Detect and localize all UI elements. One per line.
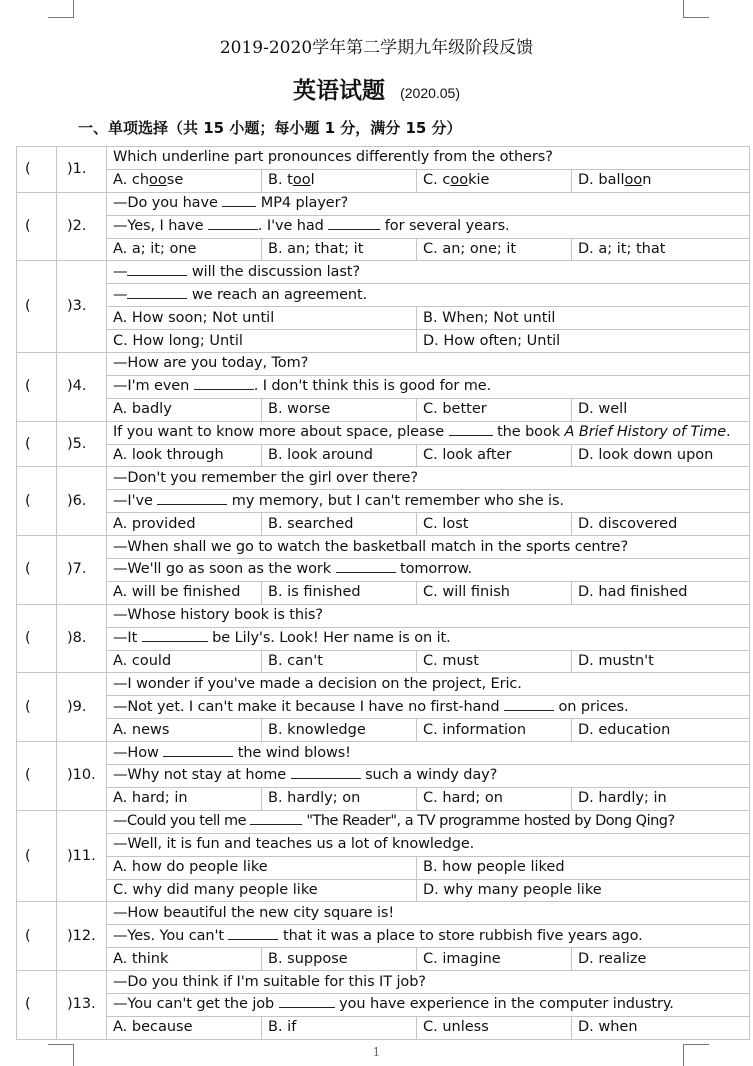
answer-blank[interactable] <box>250 811 302 825</box>
question-stem: Which underline part pronounces differently from the others? <box>107 147 750 170</box>
options-row <box>17 307 750 330</box>
question-row <box>17 284 750 307</box>
options-row <box>17 169 750 192</box>
question-number: )8. <box>57 604 107 673</box>
option-b: B. can't <box>262 650 417 673</box>
question-row <box>17 261 750 284</box>
question-number: )6. <box>57 467 107 536</box>
question-row <box>17 375 750 398</box>
answer-blank[interactable] <box>208 216 258 230</box>
option-b: B. hardly; on <box>262 787 417 810</box>
question-stem: —Could you tell me "The Reader", a TV programme hosted by Dong Qing? <box>107 810 750 833</box>
option-a: A. badly <box>107 398 262 421</box>
question-number: )10. <box>57 742 107 811</box>
answer-bracket: ( <box>17 902 57 971</box>
question-number: )2. <box>57 192 107 261</box>
options-row <box>17 787 750 810</box>
question-stem: —Well, it is fun and teaches us a lot of knowledge. <box>107 833 750 856</box>
question-row <box>17 765 750 788</box>
option-b: B. knowledge <box>262 719 417 742</box>
question-row <box>17 215 750 238</box>
option-b: B. searched <box>262 513 417 536</box>
section-heading: 一、单项选择（共 15 小题；每小题 1 分，满分 15 分） <box>78 119 462 137</box>
options-row <box>17 238 750 261</box>
option-a: A. will be finished <box>107 581 262 604</box>
option-a: A. hard; in <box>107 787 262 810</box>
answer-blank[interactable] <box>222 193 256 207</box>
option-a: A. choose <box>107 169 262 192</box>
question-stem: —We'll go as soon as the work tomorrow. <box>107 559 750 582</box>
option-d: D. discovered <box>572 513 750 536</box>
question-row <box>17 147 750 170</box>
answer-bracket: ( <box>17 673 57 742</box>
question-row <box>17 971 750 994</box>
option-a: A. news <box>107 719 262 742</box>
question-row <box>17 536 750 559</box>
question-number: )1. <box>57 147 107 193</box>
option-b: B. is finished <box>262 581 417 604</box>
question-row <box>17 833 750 856</box>
option-d: D. when <box>572 1016 750 1039</box>
question-row <box>17 627 750 650</box>
question-row <box>17 604 750 627</box>
options-row <box>17 444 750 467</box>
answer-blank[interactable] <box>336 559 396 573</box>
option-d: D. had finished <box>572 581 750 604</box>
answer-blank[interactable] <box>194 376 254 390</box>
options-row <box>17 879 750 902</box>
answer-blank[interactable] <box>291 765 361 779</box>
exam-title: 英语试题 <box>292 77 385 104</box>
option-d: D. hardly; in <box>572 787 750 810</box>
option-b: B. When; Not until <box>417 307 750 330</box>
question-row <box>17 192 750 215</box>
options-row <box>17 581 750 604</box>
question-number: )13. <box>57 971 107 1040</box>
options-row <box>17 856 750 879</box>
option-d: D. realize <box>572 948 750 971</box>
option-a: A. a; it; one <box>107 238 262 261</box>
option-c: C. why did many people like <box>107 879 417 902</box>
question-row <box>17 696 750 719</box>
answer-blank[interactable] <box>127 285 187 299</box>
options-row <box>17 948 750 971</box>
question-stem: —How are you today, Tom? <box>107 353 750 376</box>
option-a: A. could <box>107 650 262 673</box>
option-c: C. will finish <box>417 581 572 604</box>
answer-bracket: ( <box>17 742 57 811</box>
option-c: C. unless <box>417 1016 572 1039</box>
answer-bracket: ( <box>17 192 57 261</box>
option-c: C. better <box>417 398 572 421</box>
option-d: D. How often; Until <box>417 330 750 353</box>
answer-bracket: ( <box>17 261 57 353</box>
option-d: D. mustn't <box>572 650 750 673</box>
option-c: C. an; one; it <box>417 238 572 261</box>
option-d: D. education <box>572 719 750 742</box>
option-a: A. how do people like <box>107 856 417 879</box>
question-stem: —Yes, I have . I've had for several years. <box>107 215 750 238</box>
option-d: D. a; it; that <box>572 238 750 261</box>
question-stem: —I wonder if you've made a decision on the project, Eric. <box>107 673 750 696</box>
option-c: C. hard; on <box>417 787 572 810</box>
option-d: D. balloon <box>572 169 750 192</box>
question-stem: —I'm even . I don't think this is good for me. <box>107 375 750 398</box>
answer-blank[interactable] <box>157 491 227 505</box>
answer-bracket: ( <box>17 421 57 467</box>
option-b: B. worse <box>262 398 417 421</box>
question-row <box>17 925 750 948</box>
question-row <box>17 467 750 490</box>
crop-mark-top-left <box>48 0 74 18</box>
options-row <box>17 398 750 421</box>
answer-bracket: ( <box>17 604 57 673</box>
question-number: )4. <box>57 353 107 422</box>
options-row <box>17 1016 750 1039</box>
option-b: B. look around <box>262 444 417 467</box>
question-number: )3. <box>57 261 107 353</box>
option-a: A. How soon; Not until <box>107 307 417 330</box>
option-a: A. because <box>107 1016 262 1039</box>
option-b: B. tool <box>262 169 417 192</box>
answer-blank[interactable] <box>328 216 380 230</box>
question-row <box>17 810 750 833</box>
question-stem: —Do you have MP4 player? <box>107 192 750 215</box>
question-number: )9. <box>57 673 107 742</box>
answer-blank[interactable] <box>279 994 335 1008</box>
answer-blank[interactable] <box>142 628 208 642</box>
question-table <box>16 146 750 1040</box>
question-row <box>17 902 750 925</box>
options-row <box>17 719 750 742</box>
option-c: C. lost <box>417 513 572 536</box>
question-number: )5. <box>57 421 107 467</box>
question-stem: If you want to know more about space, please the book A Brief History of Time. <box>107 421 750 444</box>
options-row <box>17 513 750 536</box>
question-stem: —How the wind blows! <box>107 742 750 765</box>
question-stem: —Why not stay at home such a windy day? <box>107 765 750 788</box>
option-b: B. suppose <box>262 948 417 971</box>
question-stem: —It be Lily's. Look! Her name is on it. <box>107 627 750 650</box>
question-stem: — we reach an agreement. <box>107 284 750 307</box>
option-b: B. if <box>262 1016 417 1039</box>
options-row <box>17 650 750 673</box>
page-number: 1 <box>372 1045 381 1059</box>
options-row <box>17 330 750 353</box>
question-stem: —Do you think if I'm suitable for this IT job? <box>107 971 750 994</box>
answer-blank[interactable] <box>127 262 187 276</box>
option-b: B. how people liked <box>417 856 750 879</box>
answer-bracket: ( <box>17 810 57 902</box>
option-d: D. well <box>572 398 750 421</box>
option-c: C. How long; Until <box>107 330 417 353</box>
question-stem: —I've my memory, but I can't remember who she is. <box>107 490 750 513</box>
exam-title-row <box>0 72 753 105</box>
option-a: A. provided <box>107 513 262 536</box>
answer-bracket: ( <box>17 147 57 193</box>
exam-date: (2020.05) <box>400 85 461 101</box>
question-stem: —Whose history book is this? <box>107 604 750 627</box>
question-stem: —How beautiful the new city square is! <box>107 902 750 925</box>
answer-bracket: ( <box>17 353 57 422</box>
option-c: C. cookie <box>417 169 572 192</box>
option-c: C. imagine <box>417 948 572 971</box>
question-number: )12. <box>57 902 107 971</box>
answer-blank[interactable] <box>504 697 554 711</box>
question-row <box>17 673 750 696</box>
option-d: D. why many people like <box>417 879 750 902</box>
option-d: D. look down upon <box>572 444 750 467</box>
option-b: B. an; that; it <box>262 238 417 261</box>
exam-header: 2019-2020学年第二学期九年级阶段反馈 <box>219 38 534 58</box>
question-row <box>17 993 750 1016</box>
option-c: C. information <box>417 719 572 742</box>
option-c: C. look after <box>417 444 572 467</box>
answer-bracket: ( <box>17 536 57 605</box>
question-row <box>17 421 750 444</box>
question-row <box>17 742 750 765</box>
answer-blank[interactable] <box>163 743 233 757</box>
question-stem: —You can't get the job you have experience in the computer industry. <box>107 993 750 1016</box>
question-stem: —Yes. You can't that it was a place to store rubbish five years ago. <box>107 925 750 948</box>
question-row <box>17 559 750 582</box>
question-stem: —Not yet. I can't make it because I have no first-hand on prices. <box>107 696 750 719</box>
option-a: A. look through <box>107 444 262 467</box>
crop-mark-top-right <box>683 0 709 18</box>
question-stem: — will the discussion last? <box>107 261 750 284</box>
question-number: )11. <box>57 810 107 902</box>
question-row <box>17 490 750 513</box>
answer-bracket: ( <box>17 971 57 1040</box>
answer-bracket: ( <box>17 467 57 536</box>
answer-blank[interactable] <box>228 926 278 940</box>
option-c: C. must <box>417 650 572 673</box>
question-stem: —When shall we go to watch the basketball match in the sports centre? <box>107 536 750 559</box>
question-stem: —Don't you remember the girl over there? <box>107 467 750 490</box>
question-number: )7. <box>57 536 107 605</box>
option-a: A. think <box>107 948 262 971</box>
question-row <box>17 353 750 376</box>
answer-blank[interactable] <box>449 422 493 436</box>
